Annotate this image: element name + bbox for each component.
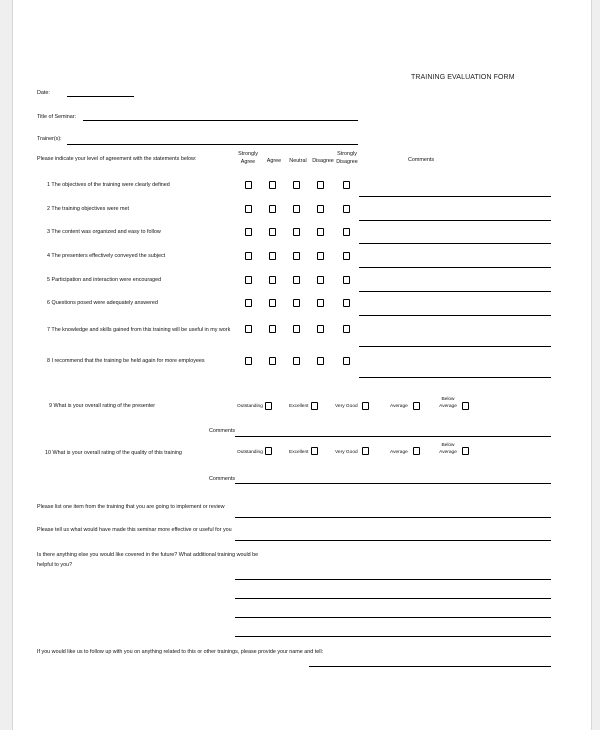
open-question-3-line-c[interactable] xyxy=(235,617,551,618)
q8-disagree-checkbox[interactable] xyxy=(317,357,324,365)
q2-neutral-checkbox[interactable] xyxy=(293,205,300,213)
q10-below-average-checkbox[interactable] xyxy=(462,447,469,455)
q4-strongly-agree-checkbox[interactable] xyxy=(245,252,252,260)
q7-comment-line[interactable] xyxy=(359,346,551,347)
q8-neutral-checkbox[interactable] xyxy=(293,357,300,365)
q10-excellent-label: Excellent xyxy=(289,450,309,455)
trainers-field[interactable] xyxy=(67,144,358,145)
q10-average-label: Average xyxy=(390,450,408,455)
q8-comment-line[interactable] xyxy=(359,377,551,378)
q9-excellent-label: Excellent xyxy=(289,404,309,409)
form-page xyxy=(12,0,592,730)
statement-6: 6 Questions posed were adequately answered xyxy=(47,300,158,306)
q4-disagree-checkbox[interactable] xyxy=(317,252,324,260)
q9-outstanding-checkbox[interactable] xyxy=(265,402,272,410)
q3-agree-checkbox[interactable] xyxy=(269,228,276,236)
q9-very-good-label: Very Good xyxy=(335,404,358,409)
q8-strongly-disagree-checkbox[interactable] xyxy=(343,357,350,365)
statement-8: 8 I recommend that the training be held again for more employees xyxy=(47,358,205,364)
q1-comment-line[interactable] xyxy=(359,196,551,197)
q8-agree-checkbox[interactable] xyxy=(269,357,276,365)
q7-strongly-disagree-checkbox[interactable] xyxy=(343,325,350,333)
follow-up-text: If you would like us to follow up with you on anything related to this or other trainings, please provide your name and tell: xyxy=(37,649,324,655)
q10-comments-label: Comments xyxy=(209,476,236,482)
q2-strongly-agree-checkbox[interactable] xyxy=(245,205,252,213)
q7-agree-checkbox[interactable] xyxy=(269,325,276,333)
statement-2: 2 The training objectives were met xyxy=(47,206,129,212)
instruction-text: Please indicate your level of agreement with the statements below: xyxy=(37,156,197,162)
q10-very-good-label: Very Good xyxy=(335,450,358,455)
q7-neutral-checkbox[interactable] xyxy=(293,325,300,333)
q9-comments-label: Comments xyxy=(209,428,236,434)
open-question-1-line[interactable] xyxy=(235,517,551,518)
col-disagree: Disagree xyxy=(312,158,334,164)
q7-disagree-checkbox[interactable] xyxy=(317,325,324,333)
q6-strongly-disagree-checkbox[interactable] xyxy=(343,299,350,307)
q2-agree-checkbox[interactable] xyxy=(269,205,276,213)
q5-disagree-checkbox[interactable] xyxy=(317,276,324,284)
q8-strongly-agree-checkbox[interactable] xyxy=(245,357,252,365)
open-question-1: Please list one item from the training that you are going to implement or review xyxy=(37,504,225,510)
q9-excellent-checkbox[interactable] xyxy=(311,402,318,410)
q2-comment-line[interactable] xyxy=(359,220,551,221)
q4-comment-line[interactable] xyxy=(359,267,551,268)
q1-disagree-checkbox[interactable] xyxy=(317,181,324,189)
q6-disagree-checkbox[interactable] xyxy=(317,299,324,307)
q1-agree-checkbox[interactable] xyxy=(269,181,276,189)
q9-below-average-checkbox[interactable] xyxy=(462,402,469,410)
q10-comments-line[interactable] xyxy=(235,483,551,484)
q9-average-label: Average xyxy=(390,404,408,409)
q5-comment-line[interactable] xyxy=(359,291,551,292)
statement-7: 7 The knowledge and skills gained from this training will be useful in my work xyxy=(47,327,231,333)
q10-below-average-label: Below Average xyxy=(439,443,457,456)
q3-disagree-checkbox[interactable] xyxy=(317,228,324,236)
open-question-3-line-b[interactable] xyxy=(235,598,551,599)
q9-very-good-checkbox[interactable] xyxy=(362,402,369,410)
q9-average-checkbox[interactable] xyxy=(413,402,420,410)
q5-strongly-disagree-checkbox[interactable] xyxy=(343,276,350,284)
q6-strongly-agree-checkbox[interactable] xyxy=(245,299,252,307)
q7-strongly-agree-checkbox[interactable] xyxy=(245,325,252,333)
q9-outstanding-label: Outstanding xyxy=(237,404,263,409)
q3-comment-line[interactable] xyxy=(359,243,551,244)
q4-agree-checkbox[interactable] xyxy=(269,252,276,260)
date-field[interactable] xyxy=(67,96,134,97)
q1-strongly-disagree-checkbox[interactable] xyxy=(343,181,350,189)
q10-very-good-checkbox[interactable] xyxy=(362,447,369,455)
open-question-3-line-d[interactable] xyxy=(235,636,551,637)
q6-neutral-checkbox[interactable] xyxy=(293,299,300,307)
q10-outstanding-checkbox[interactable] xyxy=(265,447,272,455)
q10-excellent-checkbox[interactable] xyxy=(311,447,318,455)
statement-3: 3 The content was organized and easy to follow xyxy=(47,229,161,235)
q2-disagree-checkbox[interactable] xyxy=(317,205,324,213)
rating-q10-text: 10 What is your overall rating of the quality of this training xyxy=(45,450,182,456)
open-question-2: Please tell us what would have made this seminar more effective or useful for you xyxy=(37,527,232,533)
q2-strongly-disagree-checkbox[interactable] xyxy=(343,205,350,213)
col-comments: Comments xyxy=(407,157,435,163)
q4-strongly-disagree-checkbox[interactable] xyxy=(343,252,350,260)
q5-neutral-checkbox[interactable] xyxy=(293,276,300,284)
q3-strongly-disagree-checkbox[interactable] xyxy=(343,228,350,236)
q6-agree-checkbox[interactable] xyxy=(269,299,276,307)
q1-strongly-agree-checkbox[interactable] xyxy=(245,181,252,189)
rating-q9-text: 9 What is your overall rating of the presenter xyxy=(49,403,156,409)
statement-5: 5 Participation and interaction were encouraged xyxy=(47,277,162,283)
open-question-3-line-2: helpful to you? xyxy=(37,562,73,568)
col-agree: Agree xyxy=(266,158,282,164)
open-question-3-line-1: Is there anything else you would like covered in the future? What additional training would be xyxy=(37,552,259,558)
q6-comment-line[interactable] xyxy=(359,315,551,316)
q9-comments-line[interactable] xyxy=(235,436,551,437)
col-strongly-agree: Strongly Agree xyxy=(238,151,258,166)
q5-agree-checkbox[interactable] xyxy=(269,276,276,284)
q10-average-checkbox[interactable] xyxy=(413,447,420,455)
open-question-2-line[interactable] xyxy=(235,540,551,541)
col-strongly-disagree: Strongly Disagree xyxy=(336,151,358,166)
q9-below-average-label: Below Average xyxy=(439,397,457,410)
follow-up-line[interactable] xyxy=(309,666,551,667)
form-title: TRAINING EVALUATION FORM xyxy=(411,74,515,81)
q3-neutral-checkbox[interactable] xyxy=(293,228,300,236)
statement-1: 1 The objectives of the training were clearly defined xyxy=(47,182,170,188)
q3-strongly-agree-checkbox[interactable] xyxy=(245,228,252,236)
q10-outstanding-label: Outstanding xyxy=(237,450,263,455)
col-neutral: Neutral xyxy=(289,158,307,164)
q1-neutral-checkbox[interactable] xyxy=(293,181,300,189)
statement-4: 4 The presenters effectively conveyed the subject xyxy=(47,253,166,259)
open-question-3-line-a[interactable] xyxy=(235,579,551,580)
date-label: Date: xyxy=(37,90,50,96)
q4-neutral-checkbox[interactable] xyxy=(293,252,300,260)
seminar-field[interactable] xyxy=(83,120,358,121)
q5-strongly-agree-checkbox[interactable] xyxy=(245,276,252,284)
seminar-label: Title of Seminar: xyxy=(37,114,77,120)
trainers-label: Trainer(s): xyxy=(37,136,62,142)
